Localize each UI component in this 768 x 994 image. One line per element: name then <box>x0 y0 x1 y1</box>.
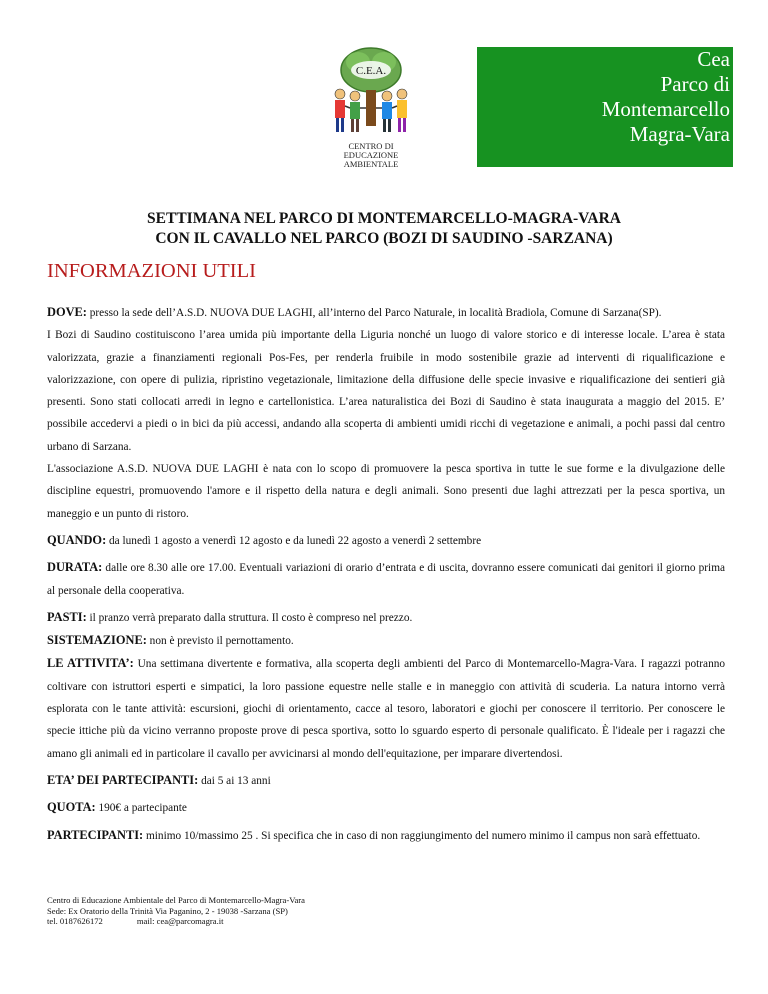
banner-line: Magra-Vara <box>629 122 730 146</box>
footer-contacts <box>47 916 305 927</box>
durata-paragraph <box>47 556 725 602</box>
quota-text: 190€ a partecipante <box>98 802 187 815</box>
section-title: INFORMAZIONI UTILI <box>47 260 256 282</box>
banner-line: Montemarcello <box>601 97 730 121</box>
quando-label: QUANDO: <box>47 532 107 547</box>
quota-paragraph <box>47 796 725 819</box>
attivita-text: Una settimana divertente e formativa, alla scoperta degli ambienti del Parco di Montemarcello-Magra-Vara. I ragazzi potranno coltivare con istruttori esperti e simpatici, la loro passione equestre nelle stalle e in maneggio con attività di scuderia. La natura intorno verrà esplorata con le tante attività: escursioni, giochi di orientamento, cacce al tesoro, laboratori e giochi per conoscere il territorio. Per conoscere le specie ittiche più da vicino verranno proposte prove di pesca sportiva, sotto lo sguardo esperto di personale qualificato. È l'ideale per i ragazzi che amano gli animali ed in particolare il cavallo per avvicinarsi al mondo dell'equitazione, per imparare divertendosi. <box>47 658 726 760</box>
document-title <box>40 209 728 249</box>
partecipanti-paragraph <box>47 824 725 847</box>
banner-line: Parco di <box>660 72 730 96</box>
quota-label: QUOTA: <box>47 800 96 815</box>
sistemazione-label: SISTEMAZIONE: <box>47 633 147 648</box>
title-line-1: SETTIMANA NEL PARCO DI MONTEMARCELLO-MAGRA-VARA <box>147 210 621 227</box>
logo-mark: C.E.A. <box>355 65 387 77</box>
attivita-label: LE ATTIVITA’: <box>47 656 134 671</box>
header-banner <box>477 47 733 167</box>
footer-line-1: Centro di Educazione Ambientale del Parco di Montemarcello-Magra-Vara <box>47 895 305 905</box>
attivita-paragraph <box>47 652 725 764</box>
partecipanti-text: minimo 10/massimo 25 . Si specifica che in caso di non raggiungimento del numero minimo il campus non sarà effettuato. <box>146 829 701 842</box>
info-content <box>47 301 725 847</box>
dove-text: presso la sede dell’A.S.D. NUOVA DUE LAGHI, all’interno del Parco Naturale, in località Bradiola, Comune di Sarzana(SP). <box>89 307 662 319</box>
quando-text: da lunedì 1 agosto a venerdì 12 agosto e da lunedì 22 agosto a venerdì 2 settembre <box>109 534 482 547</box>
logo-caption-3: AMBIENTALE <box>343 159 399 169</box>
tree-children-logo-icon <box>326 44 416 144</box>
banner-line: Cea <box>697 47 730 71</box>
dove-label: DOVE: <box>47 305 87 319</box>
durata-text: dalle ore 8.30 alle ore 17.00. Eventuali variazioni di orario d’entrata e di uscita, dovranno essere comunicati dai genitori il giorno prima al personale della cooperativa. <box>47 562 725 597</box>
footer-mail: mail: cea@parcomagra.it <box>136 916 224 926</box>
pasti-paragraph <box>47 606 725 629</box>
footer-line-2: Sede: Ex Oratorio della Trinità Via Paganino, 2 - 19038 -Sarzana (SP) <box>47 905 288 916</box>
eta-paragraph <box>47 769 725 792</box>
sistemazione-paragraph <box>47 629 725 652</box>
cea-logo <box>326 44 416 170</box>
pasti-label: PASTI: <box>47 609 87 624</box>
quando-paragraph <box>47 529 725 552</box>
eta-label: ETA’ DEI PARTECIPANTI: <box>47 772 199 787</box>
logo-caption-1: CENTRO DI <box>348 141 394 151</box>
footer-tel: tel. 0187626172 <box>47 916 103 926</box>
title-line-2: CON IL CAVALLO NEL PARCO (BOZI DI SAUDINO -SARZANA) <box>155 230 613 247</box>
eta-text: dai 5 ai 13 anni <box>201 774 271 787</box>
associazione-paragraph: L'associazione A.S.D. NUOVA DUE LAGHI è nata con lo scopo di promuovere la pesca sportiva in tutte le sue forme e la divulgazione delle discipline equestri, promuovendo l'amore e il rispetto della natura e degli animali. Sono presenti due laghi attrezzati per la pesca sportiva, un maneggio e un punto di ristoro. <box>47 463 725 520</box>
durata-label: DURATA: <box>47 560 103 575</box>
sistemazione-text: non è previsto il pernottamento. <box>149 635 294 648</box>
partecipanti-label: PARTECIPANTI: <box>47 827 144 842</box>
page-footer <box>47 895 305 927</box>
bozi-paragraph: I Bozi di Saudino costituiscono l’area umida più importante della Liguria nonché un luogo di valore storico e di interesse locale. L’area è stata valorizzata, grazie a finanziamenti regionali Pos-Fes, per renderla fruibile in modo sostenibile grazie ad interventi di riqualificazione e valorizzazione, con opere di pulizia, ripristino vegetazionale, limitazione della diffusione delle specie invasive e riqualificazione dei sentieri già presenti. Sono stati collocati arredi in legno e cartellonistica. L’area naturalistica dei Bozi di Saudino è stata inaugurata a maggio del 2015. E’ possibile accedervi a piedi o in bici da più accessi, andando alla scoperta di ambienti umidi ricchi di vegetazione e animali, a pochi passi dal centro urbano di Sarzana. <box>47 329 725 453</box>
dove-paragraph <box>47 301 725 324</box>
pasti-text: il pranzo verrà preparato dalla struttura. Il costo è compreso nel prezzo. <box>89 611 413 624</box>
logo-caption-2: EDUCAZIONE <box>343 150 399 160</box>
